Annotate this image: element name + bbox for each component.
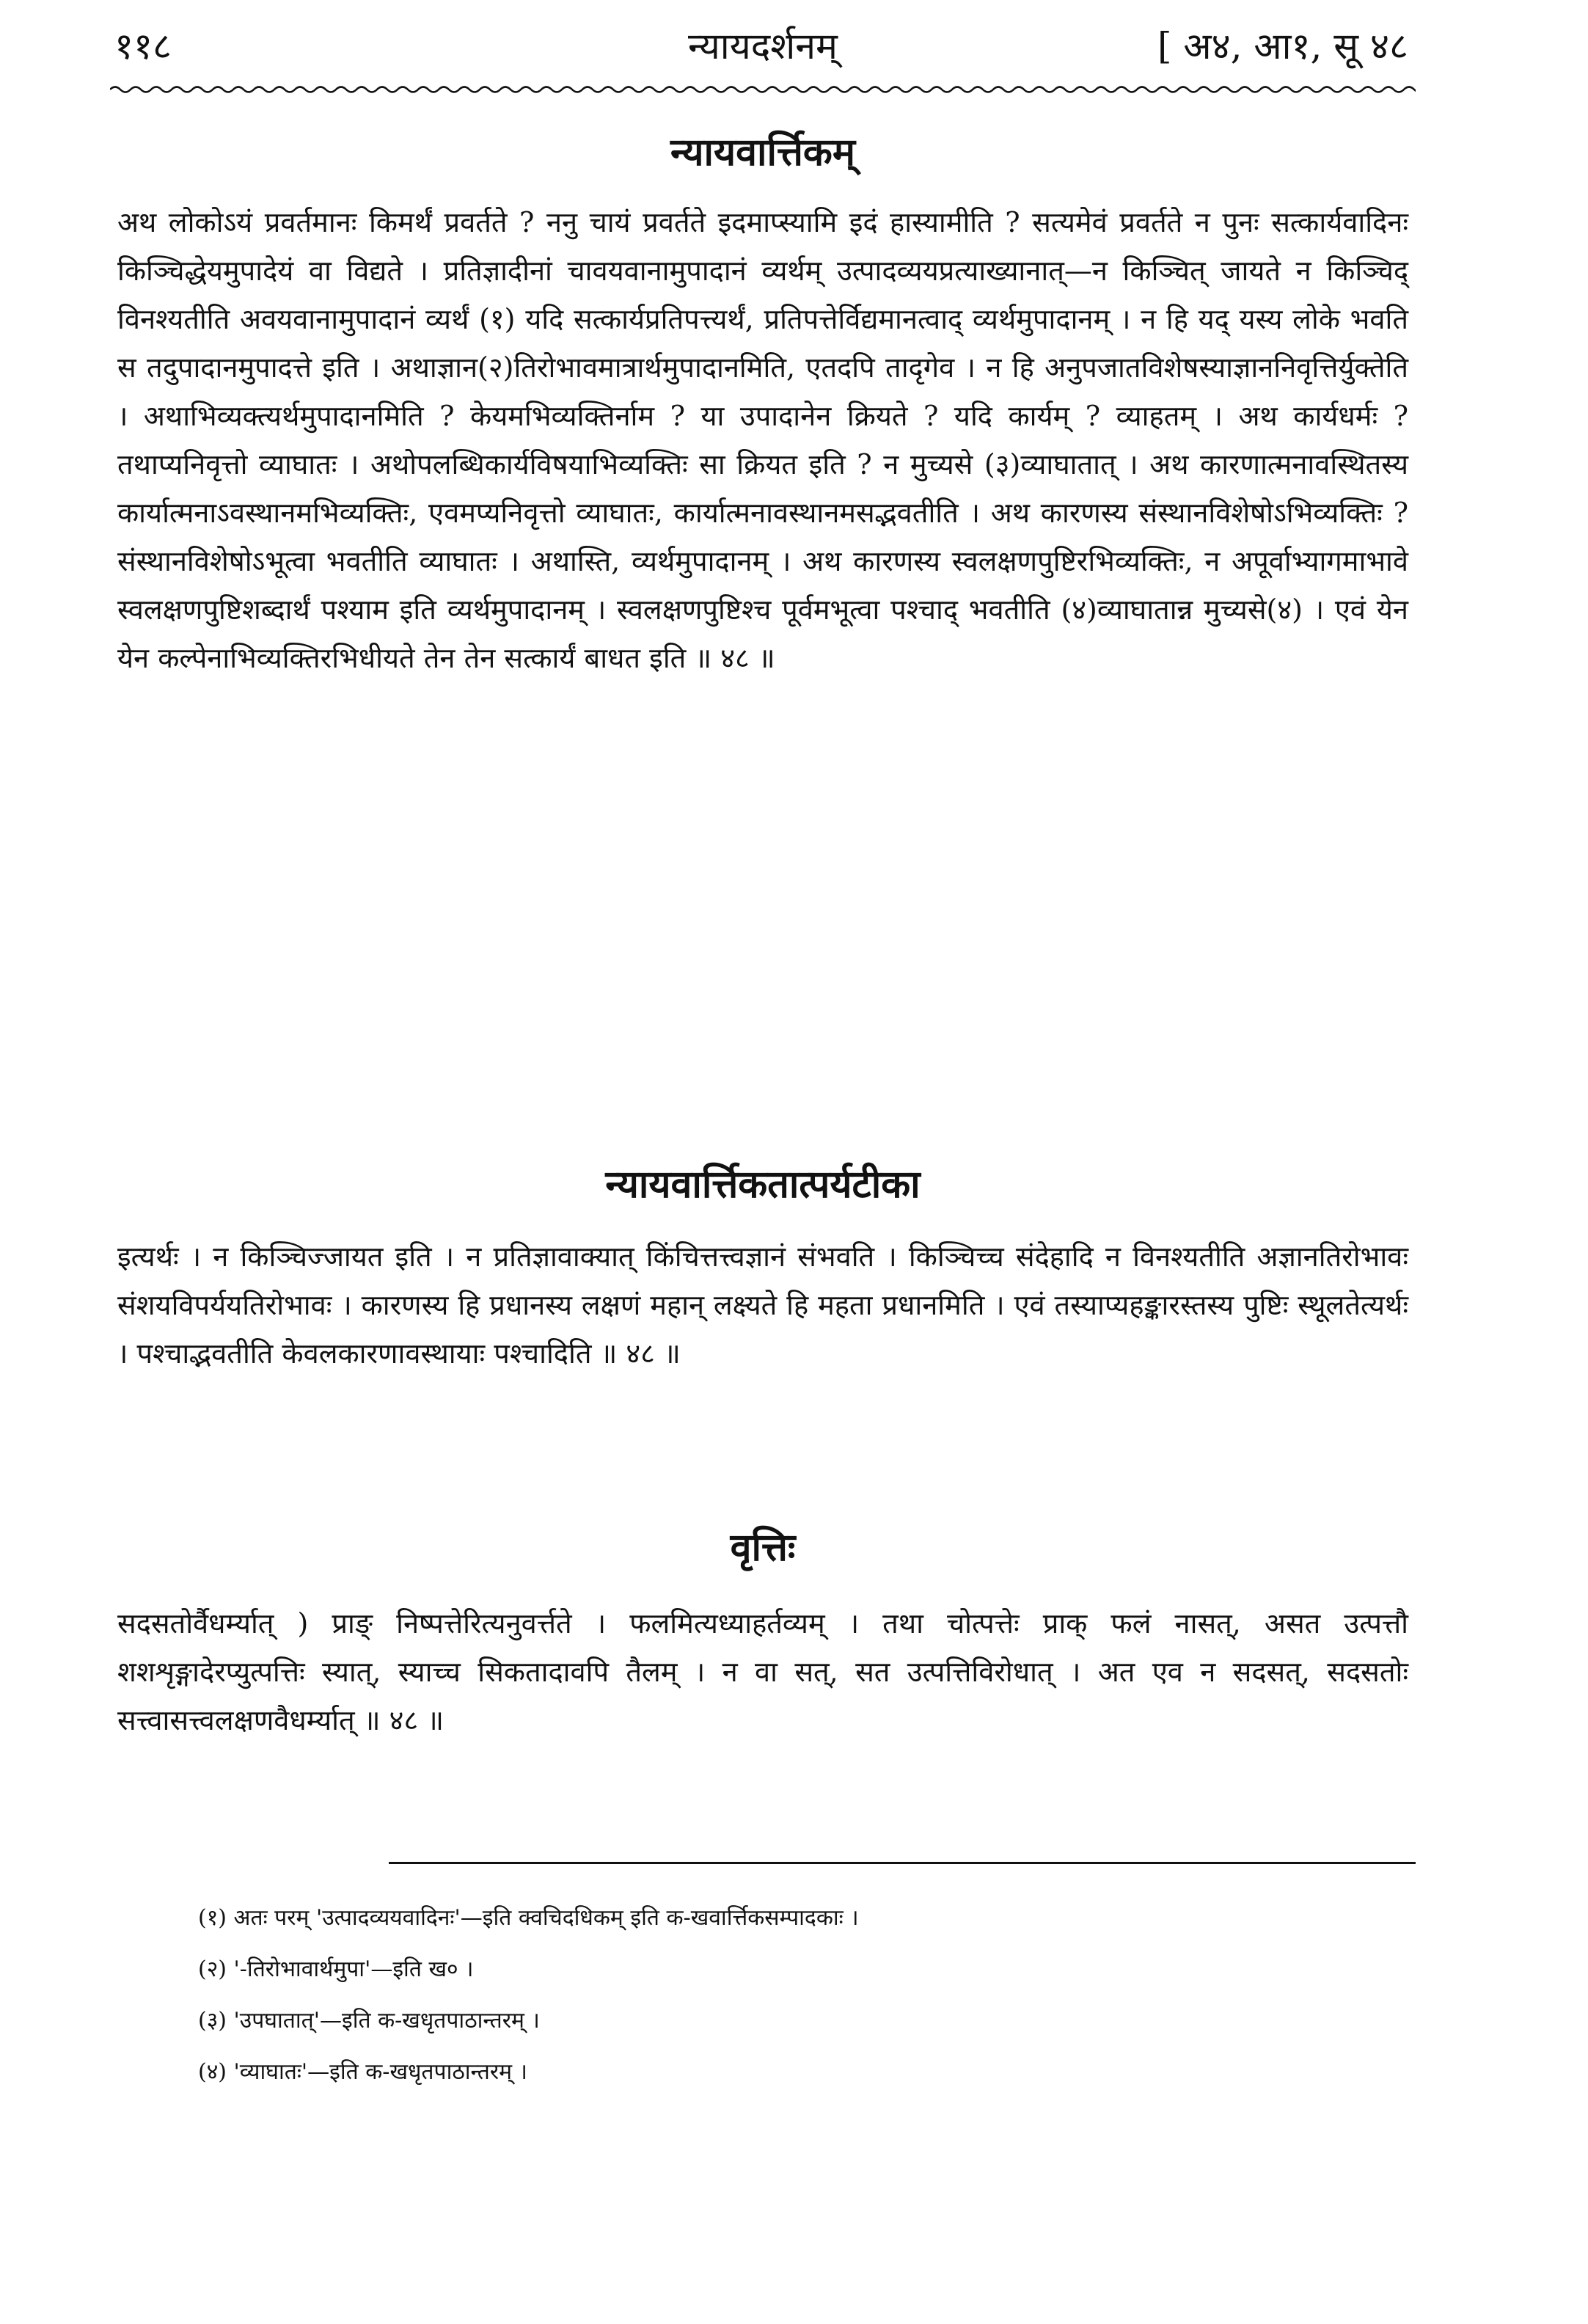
section-heading-tatparya: न्यायवार्त्तिकतात्पर्यटीका: [605, 1162, 921, 1207]
header-wavy-rule: [110, 82, 1416, 97]
section-body-vartika: अथ लोकोऽयं प्रवर्तमानः किमर्थं प्रवर्तते ? ननु चायं प्रवर्तते इदमाप्स्यामि इदं हास्यामीति ? सत्यमेवं प्रवर्तते न पुनः सत्कार्यवादिनः किञ्चिद्धेयमुपादेयं वा विद्यते । प्रतिज्ञादीनां चावयवानामुपादानं व्यर्थम् उत्पादव्ययप्रत्याख्यानात्—न किञ्चित् जायते न किञ्चिद् विनश्यतीति अवयवानामुपादानं व्यर्थं (१) यदि सत्कार्यप्रतिपत्त्यर्थं, प्रतिपत्तेर्विद्यमानत्वाद् व्यर्थमुपादानम् । न हि यद् यस्य लोके भवति स तदुपादानमुपादत्ते इति । अथाज्ञान(२)तिरोभावमात्रार्थमुपादानमिति, एतदपि तादृगेव । न हि अनुपजातविशेषस्याज्ञाननिवृत्तिर्युक्तेति । अथाभिव्यक्त्यर्थमुपादानमिति ? केयमभिव्यक्तिर्नाम ? या उपादानेन क्रियते ? यदि कार्यम् ? व्याहतम् । अथ कार्यधर्मः ? तथाप्यनिवृत्तो व्याघातः । अथोपलब्धिकार्यविषयाभिव्यक्तिः सा क्रियत इति ? न मुच्यसे (३)व्याघातात् । अथ कारणात्मनावस्थितस्य कार्यात्मनाऽवस्थानमभिव्यक्तिः, एवमप्यनिवृत्तो व्याघातः, कार्यात्मनावस्थानमसद्भवतीति । अथ कारणस्य संस्थानविशेषोऽभिव्यक्तिः ? संस्थानविशेषोऽभूत्वा भवतीति व्याघातः । अथास्ति, व्यर्थमुपादानम् । अथ कारणस्य स्वलक्षणपुष्टिरभिव्यक्तिः, न अपूर्वाभ्यागमाभावे स्वलक्षणपुष्टिशब्दार्थं पश्याम इति व्यर्थमुपादानम् । स्वलक्षणपुष्टिश्च पूर्वमभूत्वा पश्चाद् भवतीति (४)व्याघातान्न मुच्यसे(४) । एवं येन येन कल्पेनाभिव्यक्तिरभिधीयते तेन तेन सत्कार्यं बाधत इति ॥ ४८ ॥: [117, 206, 1408, 674]
footnote-1: (१) अतः परम् 'उत्पादव्ययवादिनः'—इति क्वचिदधिकम् इति क-खवार्त्तिकसम्पादकाः ।: [198, 1905, 859, 1931]
section-heading-vartika: न्यायवार्त्तिकम्: [670, 130, 855, 175]
footnotes: [198, 1893, 1372, 2098]
section-body-tatparya: इत्यर्थः । न किञ्चिज्जायत इति । न प्रतिज्ञावाक्यात् किंचित्तत्त्वज्ञानं संभवति । किञ्चिच्च संदेहादि न विनश्यतीति अज्ञानतिरोभावः संशयविपर्ययतिरोभावः । कारणस्य हि प्रधानस्य लक्षणं महान् लक्ष्यते हि महता प्रधानमिति । एवं तस्याप्यहङ्कारस्तस्य पुष्टिः स्थूलतेत्यर्थः । पश्चाद्भवतीति केवलकारणावस्थायाः पश्चादिति ॥ ४८ ॥: [117, 1240, 1408, 1370]
sutra-reference: [ अ४, आ१, सू ४८: [1157, 25, 1408, 67]
footnote-3: (३) 'उपघातात्'—इति क-खधृतपाठान्तरम् ।: [198, 2008, 540, 2034]
section-body-vritti: सदसतोर्वैधर्म्यात् ) प्राङ् निष्पत्तेरित्यनुवर्त्तते । फलमित्यध्याहर्तव्यम् । तथा चोत्पत्तेः प्राक् फलं नासत्, असत उत्पत्तौ शशशृङ्गादेरप्युत्पत्तिः स्यात्, स्याच्च सिकतादावपि तैलम् । न वा सत्, सत उत्पत्तिविरोधात् । अत एव न सदसत्, सदसतोः सत्त्वासत्त्वलक्षणवैधर्म्यात् ॥ ४८ ॥: [117, 1607, 1408, 1736]
footnote-2: (२) '-तिरोभावार्थमुपा'—इति ख० ।: [198, 1956, 474, 1982]
section-heading-vritti: वृत्तिः: [730, 1525, 796, 1570]
page-number: ११८: [114, 25, 172, 67]
footnote-4: (४) 'व्याघातः'—इति क-खधृतपाठान्तरम् ।: [198, 2059, 527, 2085]
running-title: न्यायदर्शनम्: [688, 25, 838, 67]
footnote-separator: [389, 1862, 1416, 1864]
page-header: [110, 13, 1416, 79]
